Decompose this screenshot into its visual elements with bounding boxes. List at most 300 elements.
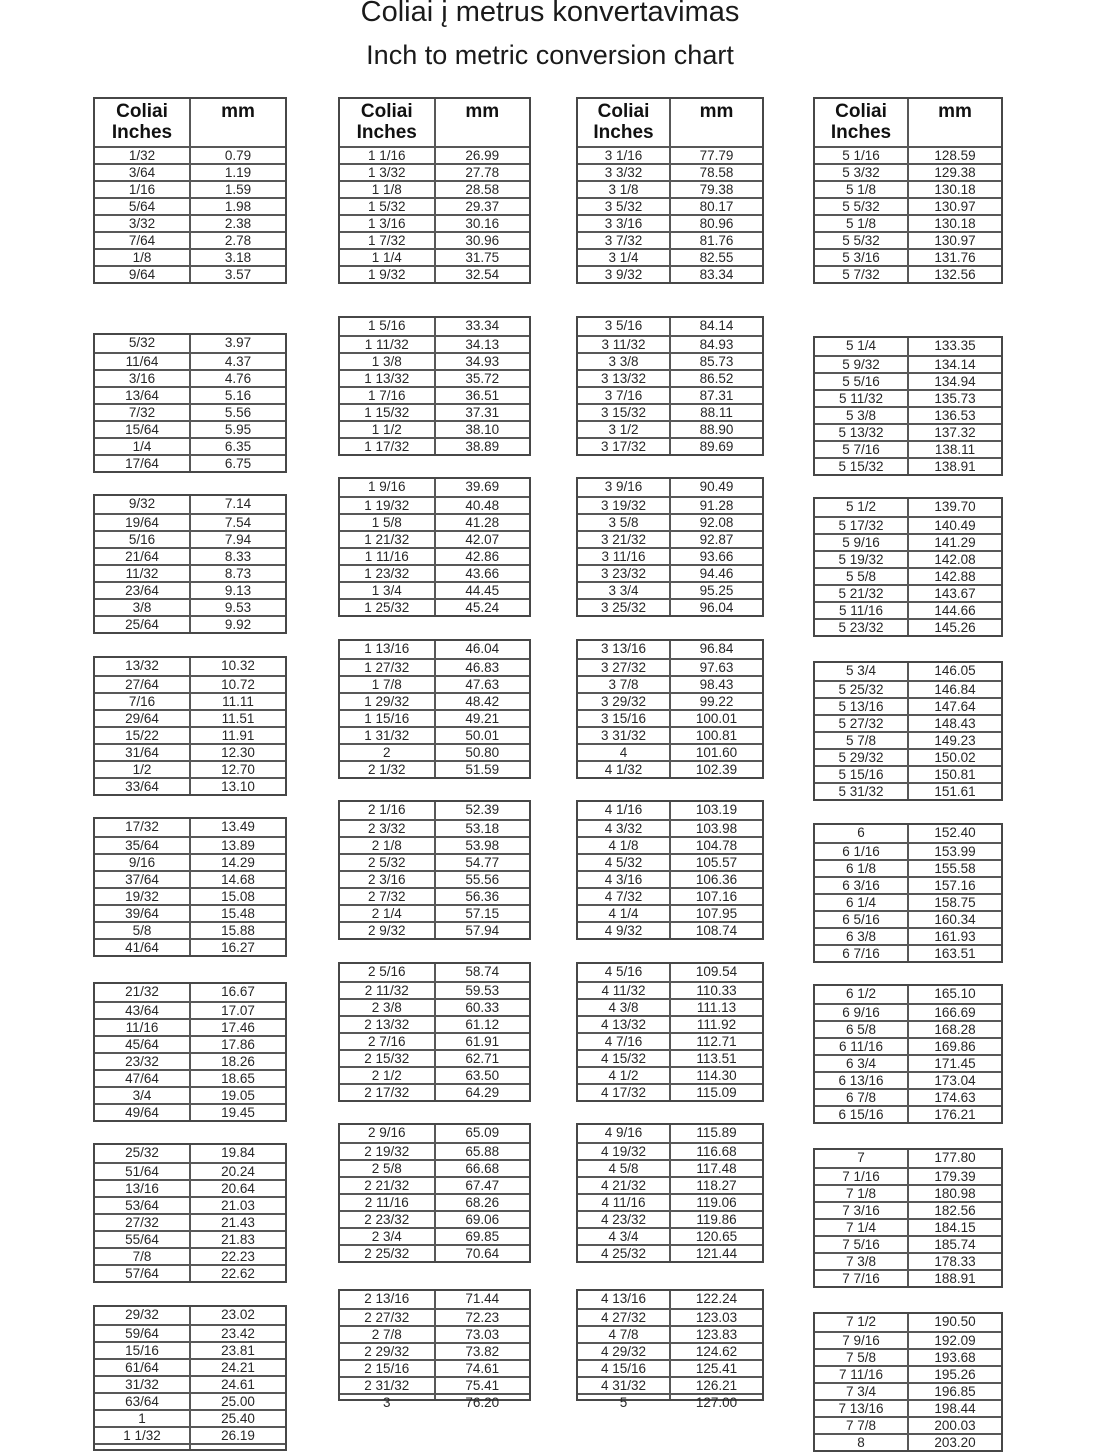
- table-row: [340, 1291, 529, 1308]
- mm-cell: 123.03: [695, 1310, 738, 1325]
- table-row-clipped: [578, 1393, 762, 1410]
- table-row: [578, 1376, 762, 1393]
- table-header-row: [578, 99, 762, 146]
- mm-cell: 22.62: [221, 1266, 255, 1281]
- inches-cell: 4 3/4: [578, 1229, 671, 1244]
- mm-cell: 102.39: [695, 762, 738, 777]
- inches-cell: 5 3/8: [815, 408, 909, 423]
- table-row: [578, 581, 762, 598]
- inches-cell: 2: [340, 745, 436, 760]
- mm-cell: 190.50: [934, 1314, 976, 1329]
- mm-cell: 4.37: [224, 354, 252, 369]
- table-row: [95, 214, 285, 231]
- table-block: [576, 962, 764, 1102]
- inches-cell: 25/64: [95, 617, 191, 632]
- table-row: [578, 921, 762, 938]
- mm-cell: 148.43: [934, 716, 976, 731]
- table-row: [578, 1142, 762, 1159]
- inches-cell: 1 29/32: [340, 694, 436, 709]
- table-row: [340, 726, 529, 743]
- table-block: [576, 1123, 764, 1263]
- mm-cell: 9.53: [224, 600, 252, 615]
- inches-cell: 3/4: [95, 1088, 191, 1103]
- table-row: [815, 163, 1001, 180]
- inches-cell: 3 27/32: [578, 660, 671, 675]
- table-row: [578, 1032, 762, 1049]
- inches-cell: 55/64: [95, 1232, 191, 1247]
- mm-cell: 80.17: [699, 199, 734, 214]
- table-row: [815, 214, 1001, 231]
- mm-cell: 80.96: [699, 216, 734, 231]
- mm-cell: 128.59: [934, 148, 976, 163]
- inches-cell: 3/32: [95, 216, 191, 231]
- mm-cell: 122.24: [695, 1291, 738, 1306]
- table-row: [815, 231, 1001, 248]
- mm-cell: 38.10: [465, 422, 500, 437]
- table-row: [95, 1162, 285, 1179]
- header-inches-cell: Coliai Inches: [340, 99, 436, 146]
- table-row: [815, 1150, 1001, 1167]
- table-row: [95, 352, 285, 369]
- conversion-table-column-4: [813, 97, 1003, 1452]
- inches-cell: 4 11/16: [578, 1195, 671, 1210]
- mm-cell: 203.20: [934, 1435, 976, 1450]
- table-row: [95, 547, 285, 564]
- table-row: [578, 853, 762, 870]
- table-row: [340, 1227, 529, 1244]
- mm-cell: 8.33: [224, 549, 252, 564]
- inches-cell: 5 23/32: [815, 620, 909, 635]
- table-row: [815, 663, 1001, 680]
- mm-cell: 119.06: [696, 1195, 737, 1210]
- table-row: [95, 163, 285, 180]
- table-row: [340, 760, 529, 777]
- mm-cell: 107.16: [695, 889, 738, 904]
- inches-cell: 5 13/32: [815, 425, 909, 440]
- table-row: [578, 163, 762, 180]
- table-row: [95, 1052, 285, 1069]
- mm-cell: 130.97: [934, 233, 976, 248]
- table-row: [578, 214, 762, 231]
- inches-cell: 3 21/32: [578, 532, 671, 547]
- mm-cell: 165.10: [934, 986, 976, 1001]
- inches-cell: 6 1/16: [815, 844, 909, 859]
- table-row: [578, 386, 762, 403]
- mm-cell: 146.84: [934, 682, 976, 697]
- inches-cell: 1 5/8: [340, 515, 436, 530]
- inches-cell: 3 19/32: [578, 498, 671, 513]
- mm-cell: 94.46: [699, 566, 734, 581]
- mm-cell: 104.78: [695, 838, 738, 853]
- inches-cell: 1 11/16: [340, 549, 436, 564]
- header-mm-cell: mm: [699, 101, 734, 122]
- inches-cell: 5/16: [95, 532, 191, 547]
- table-row: [815, 1167, 1001, 1184]
- table-row: [815, 1201, 1001, 1218]
- inches-cell: 61/64: [95, 1360, 191, 1375]
- mm-cell: 110.33: [696, 983, 737, 998]
- table-row: [815, 748, 1001, 765]
- table-row: [815, 1088, 1001, 1105]
- table-row: [578, 437, 762, 454]
- inches-cell: 1 3/16: [340, 216, 436, 231]
- table-row: [340, 743, 529, 760]
- inches-cell: 1/2: [95, 762, 191, 777]
- inches-cell: 2 7/32: [340, 889, 436, 904]
- table-row: [340, 1125, 529, 1142]
- inches-cell: 3/8: [95, 600, 191, 615]
- inches-cell: 6 5/8: [815, 1022, 909, 1037]
- mm-cell: 19.45: [221, 1105, 255, 1120]
- mm-cell: 19.84: [221, 1145, 255, 1160]
- table-row: [95, 1341, 285, 1358]
- mm-cell: 117.48: [696, 1161, 737, 1176]
- mm-cell: 130.18: [934, 216, 976, 231]
- mm-cell: 17.86: [221, 1037, 255, 1052]
- mm-cell: 125.41: [695, 1361, 738, 1376]
- inches-cell: 37/64: [95, 872, 191, 887]
- inches-cell: 1 7/32: [340, 233, 436, 248]
- mm-cell: 161.93: [934, 929, 976, 944]
- table-row: [578, 981, 762, 998]
- inches-cell: 7 3/4: [815, 1384, 909, 1399]
- mm-cell: 109.54: [695, 964, 738, 979]
- inches-cell: 4 11/32: [578, 983, 671, 998]
- inches-cell: 7 1/4: [815, 1220, 909, 1235]
- mm-cell: 121.44: [695, 1246, 738, 1261]
- table-row: [340, 870, 529, 887]
- inches-cell: 7 13/16: [815, 1401, 909, 1416]
- table-row: [578, 709, 762, 726]
- table-row: [95, 870, 285, 887]
- table-row: [815, 389, 1001, 406]
- mm-cell: 195.26: [934, 1367, 976, 1382]
- inches-cell: 4 1/16: [578, 802, 671, 819]
- inches-cell: 15/64: [95, 422, 191, 437]
- table-row: [95, 743, 285, 760]
- mm-cell: 11.91: [221, 728, 255, 743]
- inches-cell: 5 31/32: [815, 784, 909, 799]
- inches-cell: 6 1/4: [815, 895, 909, 910]
- table-header-row: [340, 99, 529, 146]
- table-row: [95, 726, 285, 743]
- mm-cell: 24.61: [221, 1377, 255, 1392]
- table-row: [815, 1399, 1001, 1416]
- table-row: [815, 1184, 1001, 1201]
- table-row: [815, 1235, 1001, 1252]
- table-row: [95, 231, 285, 248]
- inches-cell: 2 5/16: [340, 964, 436, 981]
- inches-cell: 1 15/32: [340, 405, 436, 420]
- mm-cell: 131.76: [934, 250, 976, 265]
- mm-cell: 177.80: [934, 1150, 976, 1165]
- table-row: [578, 265, 762, 282]
- inches-cell: 35/64: [95, 838, 191, 853]
- mm-cell: 30.16: [465, 216, 500, 231]
- mm-cell: 135.73: [934, 391, 976, 406]
- inches-cell: 5 1/16: [815, 148, 909, 163]
- inches-cell: 6 3/16: [815, 878, 909, 893]
- table-row: [578, 743, 762, 760]
- table-row: [340, 1015, 529, 1032]
- table-row: [95, 853, 285, 870]
- mm-cell: 11.11: [222, 694, 254, 709]
- inches-cell: 6 3/8: [815, 929, 909, 944]
- inches-cell: 7 1/8: [815, 1186, 909, 1201]
- table-row: [578, 1159, 762, 1176]
- inches-cell: 2 5/8: [340, 1161, 436, 1176]
- inches-cell: 7 5/8: [815, 1350, 909, 1365]
- table-row: [95, 403, 285, 420]
- inches-cell: 4 5/32: [578, 855, 671, 870]
- mm-cell: 89.69: [699, 439, 734, 454]
- table-row: [578, 1342, 762, 1359]
- inches-cell: 3 1/8: [578, 182, 671, 197]
- inches-cell: 27/64: [95, 677, 191, 692]
- mm-cell: 137.32: [934, 425, 976, 440]
- inches-cell: 2 1/4: [340, 906, 436, 921]
- table-row: [578, 1066, 762, 1083]
- mm-cell: 64.29: [465, 1085, 500, 1100]
- table-row: [815, 1314, 1001, 1331]
- table-row: [815, 680, 1001, 697]
- inches-cell: 4 3/8: [578, 1000, 671, 1015]
- table-row: [95, 904, 285, 921]
- mm-cell: 178.33: [934, 1254, 976, 1269]
- table-row: [815, 197, 1001, 214]
- inches-cell: 15/22: [95, 728, 191, 743]
- table-row: [340, 386, 529, 403]
- inches-cell: 2 1/16: [340, 802, 436, 819]
- mm-cell: 70.64: [465, 1246, 500, 1261]
- inches-cell: 5 1/2: [815, 499, 909, 516]
- inches-cell: 6: [815, 825, 909, 842]
- mm-cell: 27.78: [465, 165, 500, 180]
- table-row: [815, 1218, 1001, 1235]
- inches-cell: 5 1/8: [815, 216, 909, 231]
- table-row: [340, 479, 529, 496]
- mm-cell: 115.09: [696, 1085, 737, 1100]
- inches-cell: 5 21/32: [815, 586, 909, 601]
- table-row: [578, 1359, 762, 1376]
- inches-cell: 23/64: [95, 583, 191, 598]
- mm-cell: 151.61: [934, 784, 976, 799]
- inches-cell: 19/32: [95, 889, 191, 904]
- mm-cell: 60.33: [465, 1000, 500, 1015]
- inches-cell: 13/64: [95, 388, 191, 403]
- inches-cell: 4 15/32: [578, 1051, 671, 1066]
- table-row: [340, 1159, 529, 1176]
- table-row: [95, 1196, 285, 1213]
- mm-cell: 133.35: [934, 338, 976, 353]
- inches-cell: 2 17/32: [340, 1085, 436, 1100]
- table-block: [338, 97, 531, 284]
- inches-cell: 6 13/16: [815, 1073, 909, 1088]
- table-row: [815, 1269, 1001, 1286]
- mm-cell: 103.19: [695, 802, 738, 817]
- mm-cell: 88.90: [699, 422, 734, 437]
- table-row: [340, 598, 529, 615]
- mm-cell: 9.13: [224, 583, 252, 598]
- mm-cell: 150.81: [934, 767, 976, 782]
- mm-cell: 5.56: [224, 405, 252, 420]
- mm-cell: 93.66: [699, 549, 734, 564]
- mm-cell: 21.43: [221, 1215, 255, 1230]
- mm-cell: 155.58: [934, 861, 976, 876]
- mm-cell: 14.68: [221, 872, 255, 887]
- table-row: [340, 1083, 529, 1100]
- table-row: [95, 420, 285, 437]
- inches-cell: 17/32: [95, 819, 191, 836]
- table-block: [338, 316, 531, 456]
- table-row: [95, 675, 285, 692]
- mm-cell: 76.20: [465, 1395, 500, 1410]
- mm-cell: 73.03: [465, 1327, 500, 1342]
- table-row: [95, 1307, 285, 1324]
- inches-cell: 45/64: [95, 1037, 191, 1052]
- table-block: [576, 639, 764, 779]
- mm-cell: 48.42: [465, 694, 500, 709]
- table-block: [813, 984, 1003, 1124]
- mm-cell: 147.64: [934, 699, 976, 714]
- inches-cell: 1/16: [95, 182, 191, 197]
- inches-cell: 4 29/32: [578, 1344, 671, 1359]
- table-row: [340, 887, 529, 904]
- inches-cell: 1 1/8: [340, 182, 436, 197]
- mm-cell: 34.13: [465, 337, 500, 352]
- mm-cell: 23.02: [221, 1307, 255, 1322]
- inches-cell: 6 9/16: [815, 1005, 909, 1020]
- mm-cell: 108.74: [695, 923, 738, 938]
- table-row: [95, 335, 285, 352]
- table-row: [815, 618, 1001, 635]
- conversion-table-column-2: [338, 97, 531, 1410]
- inches-cell: 5/32: [95, 335, 191, 352]
- mm-cell: 107.95: [695, 906, 738, 921]
- mm-cell: 39.69: [465, 479, 500, 494]
- inches-cell: 2 15/16: [340, 1361, 436, 1376]
- table-row: [340, 692, 529, 709]
- mm-cell: 160.34: [934, 912, 976, 927]
- table-row: [578, 1083, 762, 1100]
- table-row: [340, 564, 529, 581]
- inches-cell: 33/64: [95, 779, 191, 794]
- inches-cell: 5 15/32: [815, 459, 909, 474]
- table-row: [340, 641, 529, 658]
- inches-cell: 53/64: [95, 1198, 191, 1213]
- table-row: [578, 675, 762, 692]
- inches-cell: 7 5/16: [815, 1237, 909, 1252]
- mm-cell: 144.66: [934, 603, 976, 618]
- header-mm-cell: mm: [465, 101, 500, 122]
- table-header-row: [95, 99, 285, 146]
- table-row: [95, 386, 285, 403]
- mm-cell: 168.28: [934, 1022, 976, 1037]
- mm-cell: 30.96: [465, 233, 500, 248]
- mm-cell: 153.99: [934, 844, 976, 859]
- inches-cell: 4 5/16: [578, 964, 671, 981]
- inches-cell: 2 7/16: [340, 1034, 436, 1049]
- inches-cell: 25/32: [95, 1145, 191, 1162]
- mm-cell: 138.11: [934, 442, 976, 457]
- mm-cell: 134.14: [934, 357, 976, 372]
- inches-cell: 4 3/16: [578, 872, 671, 887]
- mm-cell: 198.44: [934, 1401, 976, 1416]
- inches-cell: 2 15/32: [340, 1051, 436, 1066]
- mm-cell: 6.35: [224, 439, 252, 454]
- table-row: [95, 1145, 285, 1162]
- table-row: [95, 454, 285, 471]
- table-row: [95, 819, 285, 836]
- table-row: [340, 248, 529, 265]
- table-row: [95, 1001, 285, 1018]
- inches-cell: 1 1/16: [340, 148, 436, 163]
- table-row: [340, 998, 529, 1015]
- mm-cell: 59.53: [465, 983, 500, 998]
- mm-cell: 134.94: [934, 374, 976, 389]
- inches-cell: 1 3/32: [340, 165, 436, 180]
- table-row: [815, 146, 1001, 163]
- mm-cell: 96.04: [699, 600, 734, 615]
- mm-cell: 16.27: [221, 940, 255, 955]
- table-row: [578, 598, 762, 615]
- table-row: [340, 1176, 529, 1193]
- table-row: [578, 479, 762, 496]
- inches-cell: 1/32: [95, 148, 191, 163]
- mm-cell: 57.15: [465, 906, 500, 921]
- table-row: [95, 180, 285, 197]
- table-block: [338, 800, 531, 940]
- table-row: [340, 1193, 529, 1210]
- mm-cell: 103.98: [695, 821, 738, 836]
- table-row: [815, 944, 1001, 961]
- inches-cell: 6 7/8: [815, 1090, 909, 1105]
- table-row: [578, 318, 762, 335]
- mm-cell: [191, 1445, 285, 1449]
- inches-cell: 63/64: [95, 1394, 191, 1409]
- table-row: [815, 180, 1001, 197]
- mm-cell: 61.91: [465, 1034, 500, 1049]
- inches-cell: 1 1/4: [340, 250, 436, 265]
- mm-cell: 169.86: [934, 1039, 976, 1054]
- inches-cell: 1 31/32: [340, 728, 436, 743]
- mm-cell: 42.86: [465, 549, 500, 564]
- inches-cell: 2 9/32: [340, 923, 436, 938]
- mm-cell: 185.74: [934, 1237, 976, 1252]
- table-row: [340, 675, 529, 692]
- inches-cell: 1 5/16: [340, 318, 436, 335]
- mm-cell: 25.40: [221, 1411, 255, 1426]
- inches-cell: 2 25/32: [340, 1246, 436, 1261]
- inches-cell: 5 3/16: [815, 250, 909, 265]
- inches-cell: 4 7/32: [578, 889, 671, 904]
- mm-cell: 105.57: [695, 855, 738, 870]
- mm-cell: 92.87: [699, 532, 734, 547]
- table-row: [95, 248, 285, 265]
- mm-cell: 69.06: [465, 1212, 500, 1227]
- inches-cell: 2 13/16: [340, 1291, 436, 1308]
- mm-cell: 100.01: [695, 711, 738, 726]
- mm-cell: 23.42: [221, 1326, 255, 1341]
- mm-cell: 50.80: [465, 745, 500, 760]
- table-row: [578, 819, 762, 836]
- inches-cell: 3/64: [95, 165, 191, 180]
- inches-cell: 5 13/16: [815, 699, 909, 714]
- mm-cell: 111.92: [696, 1017, 737, 1032]
- mm-cell: 85.73: [699, 354, 734, 369]
- mm-cell: 116.68: [696, 1144, 737, 1159]
- inches-cell: 5 25/32: [815, 682, 909, 697]
